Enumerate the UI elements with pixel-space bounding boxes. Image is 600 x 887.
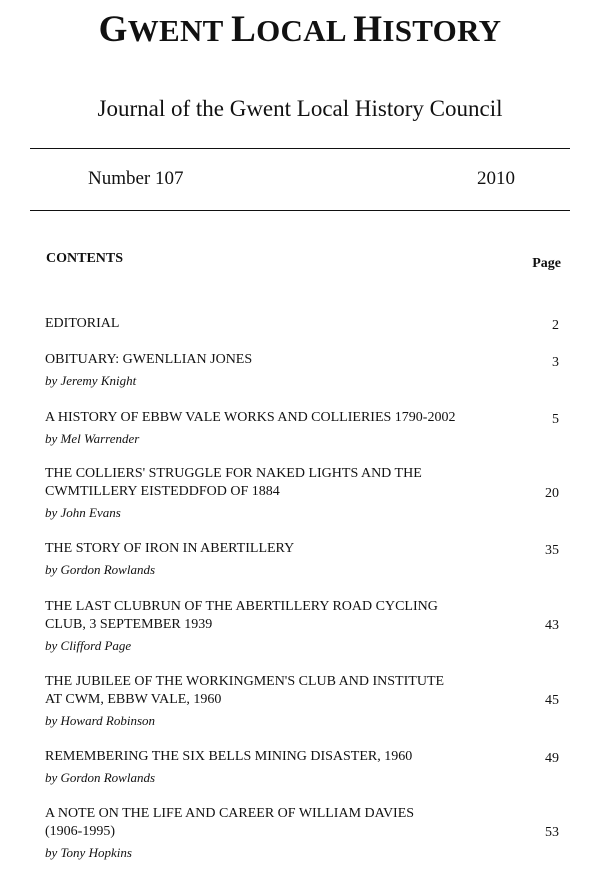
issue-year: 2010 (477, 168, 515, 189)
entry-author: by Clifford Page (45, 638, 132, 653)
entry-page-number: 49 (545, 751, 559, 766)
issue-number: Number 107 (88, 168, 184, 189)
contents-heading: CONTENTS (46, 251, 124, 266)
title-rest: WENT (127, 13, 232, 48)
entry-title-line: THE JUBILEE OF THE WORKINGMEN'S CLUB AND INSTITUTE (45, 674, 445, 689)
entry-title-line: THE LAST CLUBRUN OF THE ABERTILLERY ROAD CYCLING (45, 599, 438, 614)
entry-page-number: 53 (545, 825, 559, 840)
entry-author: by Howard Robinson (45, 713, 156, 728)
title-rest: ISTORY (382, 13, 502, 48)
entry-title-line: CWMTILLERY EISTEDDFOD OF 1884 (45, 484, 280, 499)
contents-entry (45, 598, 515, 655)
entry-author: by Mel Warrender (45, 431, 140, 446)
entry-title-line: (1906-1995) (45, 824, 115, 839)
contents-entry (45, 805, 515, 862)
title-initial: G (98, 9, 128, 50)
entry-title: THE STORY OF IRON IN ABERTILLERY (45, 541, 295, 556)
top-divider (30, 148, 570, 149)
entry-title-line: CLUB, 3 SEPTEMBER 1939 (45, 617, 213, 632)
contents-entry (45, 465, 515, 522)
entry-page-number: 2 (552, 318, 559, 333)
title-rest: OCAL (256, 13, 354, 48)
contents-entry (45, 409, 515, 448)
title-initial: H (353, 9, 383, 50)
entry-author: by Gordon Rowlands (45, 562, 156, 577)
entry-page-number: 5 (552, 412, 559, 427)
journal-title (0, 8, 600, 51)
title-initial: L (231, 9, 257, 50)
entry-author: by John Evans (45, 505, 121, 520)
entry-page-number: 35 (545, 543, 559, 558)
entry-title-line: A NOTE ON THE LIFE AND CAREER OF WILLIAM DAVIES (45, 806, 415, 821)
entry-title: OBITUARY: GWENLLIAN JONES (45, 352, 253, 367)
bottom-divider (30, 210, 570, 211)
entry-author: by Tony Hopkins (45, 845, 132, 860)
entry-title-line: AT CWM, EBBW VALE, 1960 (45, 692, 222, 707)
contents-entry (45, 748, 515, 787)
contents-entry (45, 315, 515, 333)
entry-author: by Jeremy Knight (45, 373, 137, 388)
entry-title-line: THE COLLIERS' STRUGGLE FOR NAKED LIGHTS AND THE (45, 466, 422, 481)
page-column-heading: Page (532, 256, 561, 271)
entry-page-number: 20 (545, 486, 559, 501)
contents-entry (45, 673, 515, 730)
entry-title: EDITORIAL (45, 316, 120, 331)
contents-entry (45, 351, 515, 390)
contents-entry (45, 540, 515, 579)
entry-page-number: 43 (545, 618, 559, 633)
entry-title: REMEMBERING THE SIX BELLS MINING DISASTER, 1960 (45, 749, 413, 764)
entry-title: A HISTORY OF EBBW VALE WORKS AND COLLIERIES 1790-2002 (45, 410, 456, 425)
entry-page-number: 45 (545, 693, 559, 708)
entry-page-number: 3 (552, 355, 559, 370)
entry-author: by Gordon Rowlands (45, 770, 156, 785)
journal-subtitle: Journal of the Gwent Local History Council (97, 96, 503, 121)
